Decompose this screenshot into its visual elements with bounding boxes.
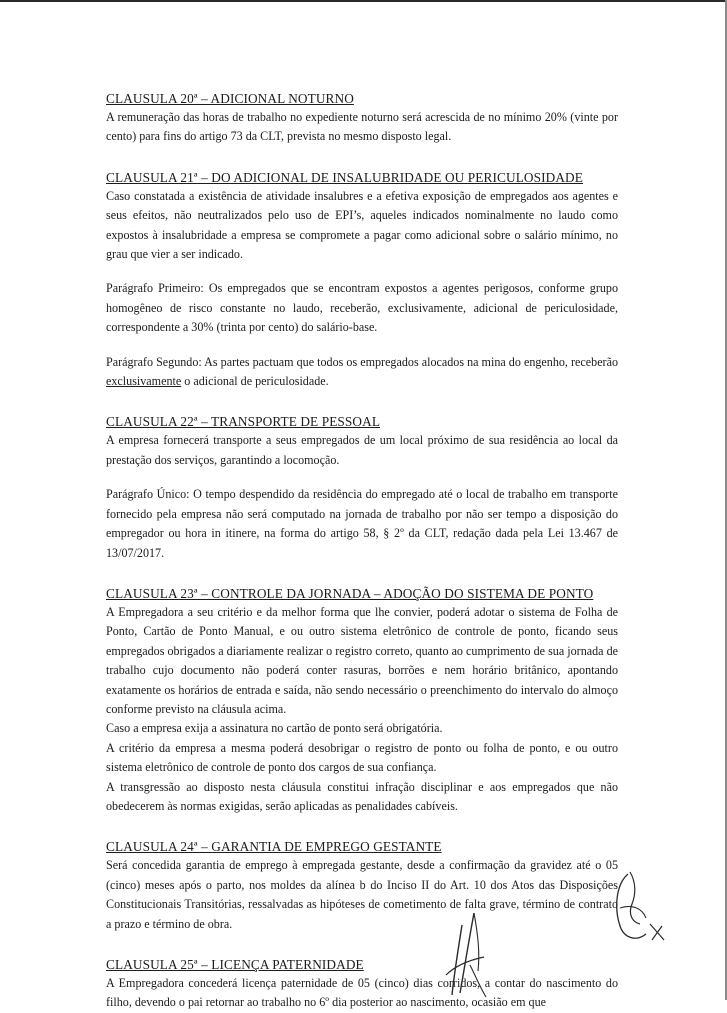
clause-20	[106, 90, 618, 147]
clause-21-paragraph-primeiro: Parágrafo Primeiro: Os empregados que se encontram expostos a agentes perigosos, conforme grupo homogêneo de risco constante no laudo, receberão, exclusivamente, adicional de periculosidade, correspondente a 30% (trinta por cento) do salário-base.	[106, 281, 618, 335]
clause-21-segundo-text-a: Parágrafo Segundo: As partes pactuam que todos os empregados alocados na mina do engenho, receberão	[106, 354, 618, 369]
clause-23-paragraph-1: A Empregadora a seu critério e da melhor forma que lhe convier, poderá adotar o sistema de Folha de Ponto, Cartão de Ponto Manual, e ou outro sistema eletrônico de controle de ponto, ficando seus empregados obrigados a diariamente realizar o registro correto, quanto ao cumprimento de sua jornada de trabalho cujo documento não poderá conter rasuras, borrões e nem horário britânico, apontando exatamente os horários de entrada e saída, não sendo necessário o preenchimento do intervalo do almoço conforme previsto na cláusula acima.	[106, 604, 618, 716]
clause-21-heading: CLAUSULA 21ª – DO ADICIONAL DE INSALUBRIDADE OU PERICULOSIDADE	[106, 169, 583, 185]
clause-21-segundo-underlined: exclusivamente	[106, 374, 182, 389]
clause-23-heading: CLAUSULA 23ª – CONTROLE DA JORNADA – ADOÇÃO DO SISTEMA DE PONTO	[106, 585, 594, 601]
handwritten-signature-right	[606, 868, 674, 948]
document-body	[106, 90, 618, 1013]
clause-23-paragraph-2: Caso a empresa exija a assinatura no cartão de ponto será obrigatória.	[106, 721, 443, 736]
clause-25	[106, 956, 618, 1013]
clause-25-heading: CLAUSULA 25ª – LICENÇA PATERNIDADE	[106, 957, 364, 972]
clause-24-paragraph-1: Será concedida garantia de emprego à empregada gestante, desde a confirmação da gravidez até o 05 (cinco) meses após o parto, nos moldes da alínea b do Inciso II do Art. 10 dos Atos das Disposições Constitucionais Transitórias, ressalvadas as hipóteses de cometimento de falta grave, término de contrato a prazo e término de obra.	[106, 858, 618, 931]
clause-24	[106, 838, 618, 934]
clause-21-paragraph-segundo	[106, 353, 618, 392]
clause-21-paragraph-1: Caso constatada a existência de atividade insalubres e a efetiva exposição de empregados aos agentes e seus efeitos, não neutralizados pelo uso de EPI’s, aqueles indicados nominalmente no laudo como expostos à insalubridade a empresa se compromete a pagar como adicional sobre o salário mínimo, no grau que vier a ser indicado.	[106, 188, 618, 262]
clause-23-paragraph-3: A critério da empresa a mesma poderá desobrigar o registro de ponto ou folha de ponto, e ou outro sistema eletrônico de controle de ponto dos cargos de sua confiança.	[106, 740, 618, 775]
clause-23-paragraph-4: A transgressão ao disposto nesta cláusula constitui infração disciplinar e aos empregados que não obedecerem às normas exigidas, serão aplicadas as penalidades cabíveis.	[106, 779, 618, 813]
clause-20-heading: CLAUSULA 20ª – ADICIONAL NOTURNO	[106, 91, 354, 106]
clause-22	[106, 413, 618, 562]
clause-22-paragraph-unico: Parágrafo Único: O tempo despendido da residência do empregado até o local de trabalho em transporte fornecido pela empresa não será computado na jornada de trabalho por não ser tempo a disposição do empregador ou hora in itinere, na forma do artigo 58, § 2º da CLT, redação dada pela Lei 13.467 de 13/07/2017.	[106, 487, 618, 560]
clause-22-paragraph-1: A empresa fornecerá transporte a seus empregados de um local próximo de sua residência ao local da prestação dos serviços, garantindo a locomoção.	[106, 433, 618, 467]
handwritten-signature-initials	[440, 905, 500, 1000]
clause-21-segundo-text-b: o adicional de periculosidade.	[181, 374, 329, 389]
clause-22-heading: CLAUSULA 22ª – TRANSPORTE DE PESSOAL	[106, 414, 381, 430]
clause-25-paragraph-1: A Empregadora concederá licença paternidade de 05 (cinco) dias corridos, a contar do nascimento do filho, devendo o pai retornar ao trabalho no 6º dia posterior ao nascimento, ocasião em que	[106, 976, 618, 1010]
clause-21	[106, 169, 618, 392]
page-top-edge	[0, 0, 727, 2]
clause-24-heading: CLAUSULA 24ª – GARANTIA DE EMPREGO GESTANTE	[106, 839, 442, 855]
clause-23	[106, 585, 618, 816]
clause-20-paragraph-1: A remuneração das horas de trabalho no expediente noturno será acrescida de no mínimo 20% (vinte por cento) para fins do artigo 73 da CLT, prevista no mesmo disposto legal.	[106, 110, 618, 144]
